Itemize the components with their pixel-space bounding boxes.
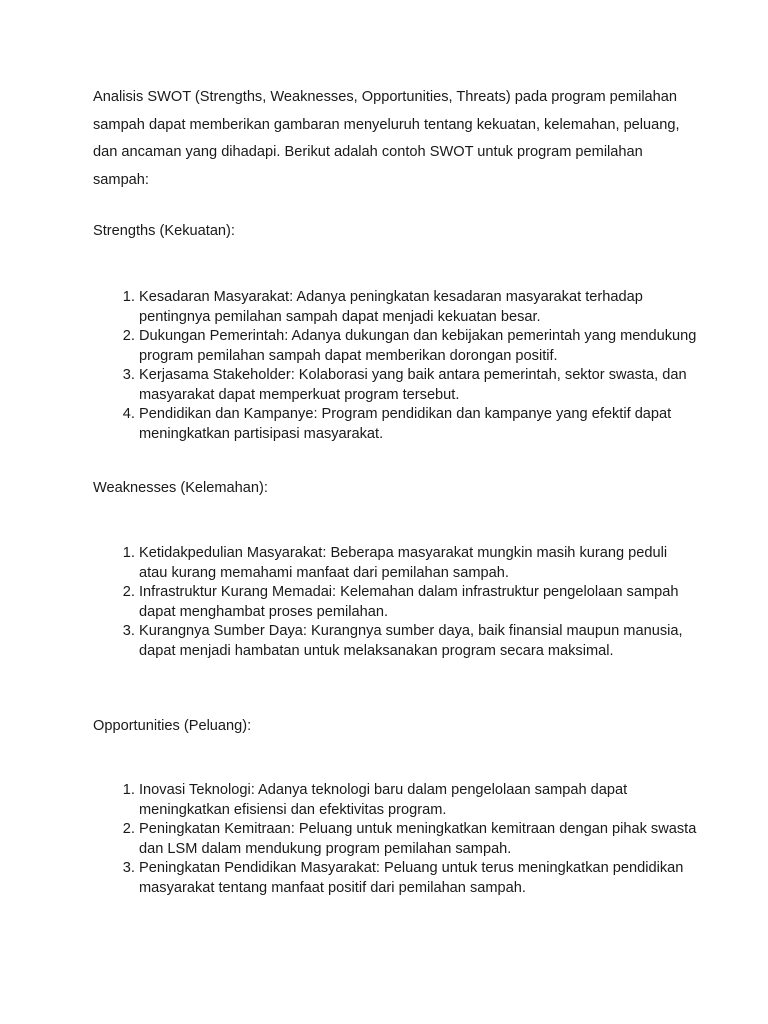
list-item: 3. Peningkatan Pendidikan Masyarakat: Peluang untuk terus meningkatkan pendidikan masyarakat tentang manfaat positif dari pemilahan sampah. — [139, 859, 699, 898]
list-item: 4. Pendidikan dan Kampanye: Program pendidikan dan kampanye yang efektif dapat meningkatkan partisipasi masyarakat. — [139, 405, 699, 444]
weaknesses-heading: Weaknesses (Kelemahan): — [93, 480, 268, 496]
list-item: 2. Peningkatan Kemitraan: Peluang untuk meningkatkan kemitraan dengan pihak swasta dan LSM dalam mendukung program pemilahan sampah. — [139, 820, 699, 859]
list-item: 2. Dukungan Pemerintah: Adanya dukungan dan kebijakan pemerintah yang mendukung program pemilahan sampah dapat memberikan dorongan positif. — [139, 327, 699, 366]
list-item: 1. Inovasi Teknologi: Adanya teknologi baru dalam pengelolaan sampah dapat meningkatkan efisiensi dan efektivitas program. — [139, 781, 699, 820]
opportunities-heading: Opportunities (Peluang): — [93, 718, 252, 734]
strengths-heading: Strengths (Kekuatan): — [93, 223, 235, 239]
list-item: 2. Infrastruktur Kurang Memadai: Kelemahan dalam infrastruktur pengelolaan sampah dapat menghambat proses pemilahan. — [139, 583, 699, 622]
list-item: 3. Kerjasama Stakeholder: Kolaborasi yang baik antara pemerintah, sektor swasta, dan masyarakat dapat memperkuat program tersebut. — [139, 366, 699, 405]
weaknesses-list — [93, 544, 699, 661]
opportunities-list — [93, 781, 699, 898]
strengths-list — [93, 288, 699, 444]
intro-paragraph: Analisis SWOT (Strengths, Weaknesses, Opportunities, Threats) pada program pemilahan sampah dapat memberikan gambaran menyeluruh tentang kekuatan, kelemahan, peluang, dan ancaman yang dihadapi. Berikut adalah contoh SWOT untuk program pemilahan sampah: — [93, 89, 680, 188]
list-item: 3. Kurangnya Sumber Daya: Kurangnya sumber daya, baik finansial maupun manusia, dapat menjadi hambatan untuk melaksanakan program secara maksimal. — [139, 622, 699, 661]
list-item: 1. Ketidakpedulian Masyarakat: Beberapa masyarakat mungkin masih kurang peduli atau kurang memahami manfaat dari pemilahan sampah. — [139, 544, 699, 583]
list-item: 1. Kesadaran Masyarakat: Adanya peningkatan kesadaran masyarakat terhadap pentingnya pemilahan sampah dapat menjadi kekuatan besar. — [139, 288, 699, 327]
